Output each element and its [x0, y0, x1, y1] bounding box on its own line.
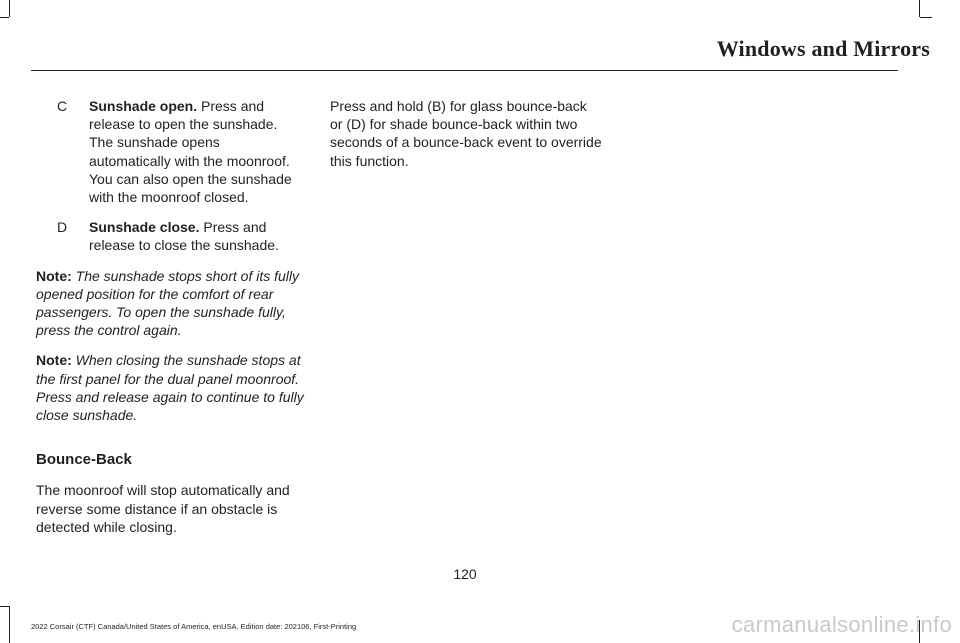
- crop-mark-top-left-h: [0, 17, 9, 18]
- item-term: Sunshade open.: [89, 98, 198, 114]
- right-column: [330, 97, 602, 170]
- note-1: [36, 267, 304, 340]
- crop-mark-top-right-v: [919, 0, 920, 17]
- watermark: carmanualsonline.info: [731, 612, 952, 637]
- crop-mark-bottom-left-h: [0, 606, 9, 607]
- page-number: 120: [453, 566, 477, 582]
- crop-mark-top-right-h: [920, 17, 932, 18]
- section-paragraph: The moonroof will stop automatically and reverse some distance if an obstacle is detected while closing.: [36, 482, 290, 535]
- note-label: Note:: [36, 352, 72, 369]
- section-heading: Bounce-Back: [36, 451, 132, 469]
- page-title: Windows and Mirrors: [716, 36, 930, 61]
- note-body: When closing the sunshade stops at the first panel for the dual panel moonroof. Press and release again to continue to fully close sunshade.: [36, 352, 304, 424]
- item-letter: C: [57, 98, 68, 114]
- item-letter: D: [57, 219, 68, 236]
- note-body: The sunshade stops short of its fully opened position for the comfort of rear passengers. To open the sunshade fully, press the control again.: [36, 267, 300, 339]
- right-paragraph: Press and hold (B) for glass bounce-back or (D) for shade bounce-back within two seconds of a bounce-back event to override this function.: [330, 98, 602, 169]
- footer-text: 2022 Corsair (CTF) Canada/United States of America, enUSA, Edition date: 202106, First-Printing: [31, 622, 357, 631]
- header-rule: [31, 70, 898, 71]
- item-term: Sunshade close.: [89, 219, 200, 236]
- crop-mark-bottom-left-v: [9, 606, 10, 643]
- item-description: Press and release to close the sunshade.: [89, 219, 279, 254]
- item-text: [89, 218, 304, 254]
- note-label: Note:: [36, 267, 72, 284]
- item-text: [89, 97, 304, 206]
- list-item-c: [36, 97, 304, 206]
- crop-mark-top-left-v: [9, 0, 10, 17]
- left-column: [36, 97, 304, 536]
- list-item-d: [36, 218, 304, 254]
- item-description: Press and release to open the sunshade. The sunshade opens automatically with the moonroof. You can also open the sunshade with the moonroof closed.: [89, 98, 292, 206]
- note-2: [36, 351, 304, 424]
